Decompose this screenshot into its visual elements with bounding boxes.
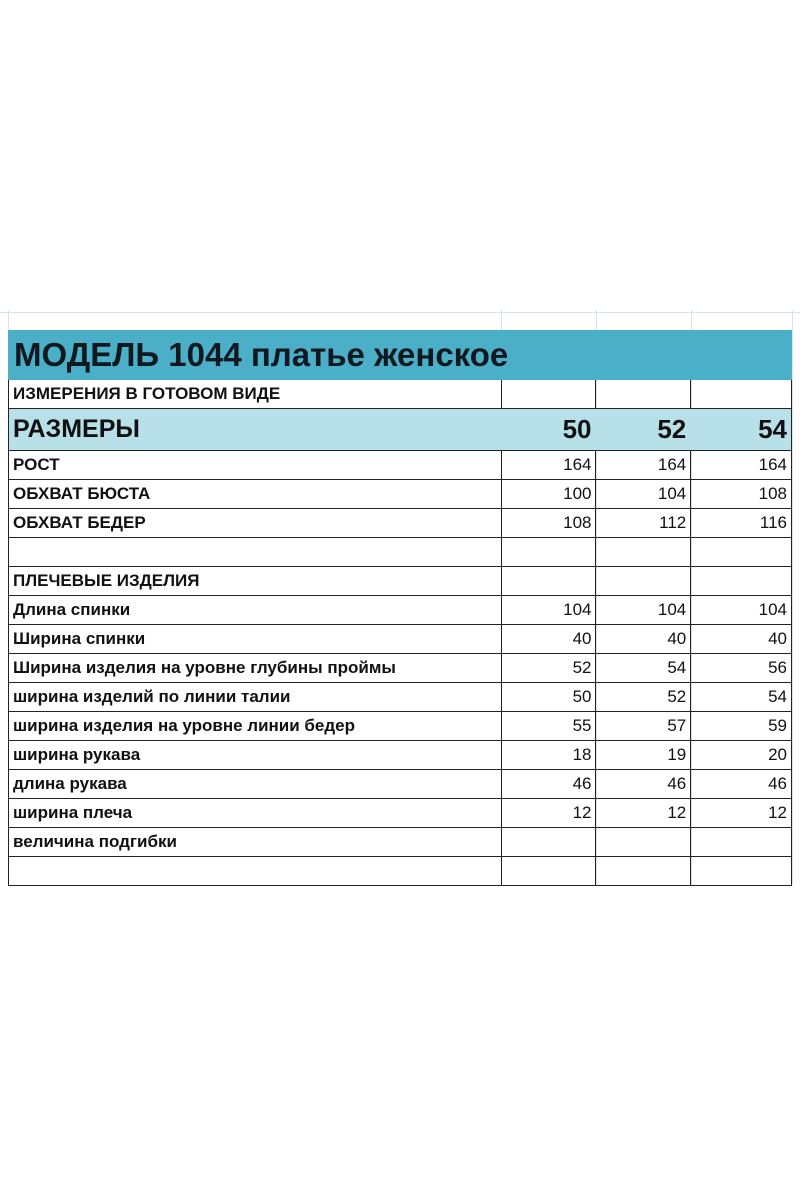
- measurement-label: Ширина изделия на уровне глубины проймы: [13, 658, 396, 677]
- measurement-value: [690, 828, 791, 856]
- measurement-value: 52: [595, 683, 690, 711]
- measurement-value: [595, 857, 690, 885]
- size-50-header: 50: [562, 414, 592, 444]
- measurement-value: 54: [595, 654, 690, 682]
- measurement-value: 108: [501, 509, 596, 537]
- measurement-label: ширина рукава: [13, 745, 141, 764]
- grid-line: [0, 312, 800, 313]
- table-row: [8, 596, 792, 625]
- measurements-heading: ИЗМЕРЕНИЯ В ГОТОВОМ ВИДЕ: [13, 384, 281, 403]
- table-row: [8, 625, 792, 654]
- measurement-value: [501, 567, 596, 595]
- table-row: [8, 654, 792, 683]
- measurement-value: [501, 857, 596, 885]
- table-row: [8, 799, 792, 828]
- table-row: [8, 538, 792, 567]
- table-row: [8, 770, 792, 799]
- measurement-value: 57: [595, 712, 690, 740]
- measurement-value: 59: [690, 712, 791, 740]
- empty-cell: [501, 380, 596, 408]
- measurement-value: [501, 828, 596, 856]
- measurement-label: Длина спинки: [13, 600, 131, 619]
- measurement-value: 54: [690, 683, 791, 711]
- measurement-label: ширина плеча: [13, 803, 133, 822]
- measurement-label: ПЛЕЧЕВЫЕ ИЗДЕЛИЯ: [13, 571, 200, 590]
- measurement-value: 108: [690, 480, 791, 508]
- measurement-value: [595, 567, 690, 595]
- size-54-header: 54: [758, 414, 787, 444]
- table-body: [8, 451, 792, 886]
- measurement-value: 55: [501, 712, 596, 740]
- empty-cell: [595, 380, 690, 408]
- measurement-value: 46: [595, 770, 690, 798]
- table-row: [8, 683, 792, 712]
- sizes-header-row: [8, 409, 792, 451]
- measurement-value: [595, 828, 690, 856]
- measurement-value: 112: [595, 509, 690, 537]
- measurement-value: 52: [501, 654, 596, 682]
- measurement-value: 40: [690, 625, 791, 653]
- title-row: [8, 330, 792, 380]
- size-table: [8, 330, 792, 886]
- measurement-label: ОБХВАТ БЕДЕР: [13, 513, 146, 532]
- measurement-value: 56: [690, 654, 791, 682]
- measurement-value: 164: [501, 451, 596, 479]
- measurement-value: [690, 857, 791, 885]
- subtitle-row: [8, 380, 792, 409]
- measurement-value: [595, 538, 690, 566]
- measurement-value: 46: [690, 770, 791, 798]
- measurement-value: 12: [501, 799, 596, 827]
- measurement-value: 50: [501, 683, 596, 711]
- measurement-value: 164: [690, 451, 791, 479]
- measurement-value: 104: [690, 596, 791, 624]
- table-row: [8, 480, 792, 509]
- measurement-value: 12: [595, 799, 690, 827]
- size-52-header: 52: [657, 414, 687, 444]
- measurement-value: 46: [501, 770, 596, 798]
- measurement-value: 100: [501, 480, 596, 508]
- table-row: [8, 567, 792, 596]
- table-row: [8, 451, 792, 480]
- measurement-value: [690, 567, 791, 595]
- table-row: [8, 712, 792, 741]
- measurement-value: 18: [501, 741, 596, 769]
- measurement-value: [690, 538, 791, 566]
- measurement-label: величина подгибки: [13, 832, 177, 851]
- measurement-value: 164: [595, 451, 690, 479]
- measurement-label: [9, 857, 501, 885]
- model-title: МОДЕЛЬ 1044 платье женское: [14, 336, 509, 373]
- measurement-label: длина рукава: [13, 774, 127, 793]
- grid-line: [792, 310, 793, 885]
- measurement-value: 20: [690, 741, 791, 769]
- measurement-label: ширина изделия на уровне линии бедер: [13, 716, 356, 735]
- measurement-value: 104: [501, 596, 596, 624]
- measurement-value: 40: [501, 625, 596, 653]
- empty-cell: [690, 380, 791, 408]
- measurement-label: ОБХВАТ БЮСТА: [13, 484, 151, 503]
- measurement-label: РОСТ: [13, 455, 60, 474]
- measurement-value: [501, 538, 596, 566]
- measurement-value: 104: [595, 480, 690, 508]
- measurement-value: 40: [595, 625, 690, 653]
- measurement-label: [9, 538, 501, 566]
- measurement-value: 12: [690, 799, 791, 827]
- measurement-value: 19: [595, 741, 690, 769]
- table-row: [8, 509, 792, 538]
- table-row: [8, 828, 792, 857]
- measurement-label: ширина изделий по линии талии: [13, 687, 291, 706]
- table-row: [8, 741, 792, 770]
- measurement-label: Ширина спинки: [13, 629, 146, 648]
- sizes-label: РАЗМЕРЫ: [13, 415, 140, 443]
- measurement-value: 116: [690, 509, 791, 537]
- table-row: [8, 857, 792, 886]
- measurement-value: 104: [595, 596, 690, 624]
